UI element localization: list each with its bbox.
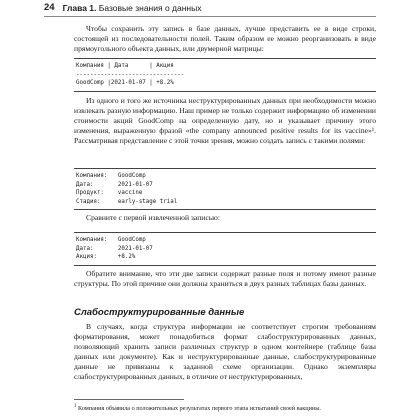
chapter-label: Глава 1. [62,3,97,13]
footnote [74,403,376,413]
paragraph-intro: Чтобы сохранить эту запись в базе данных, лучше представить ее в виде строки, состоящей из последовательности полей. Таким образом ее можно реорганизовать в виде прямоугольного объекта данных, или двумерной матрицы: [74,24,376,54]
page-number: 24 [44,2,55,13]
footnote-text: Компания объявила о положительных результатах первого этапа испытаний своей вакцины. [78,405,321,413]
paragraph-unstructured: Из одного и того же источника неструктурированных данных при необходимости можно извлекать разную информацию. Наш пример не только содержит информацию об изменении стоимости акций GoodComp на определенную дату, но и указывает причину этого изменения, выраженную фразой «the company announced positive results for its vaccine»¹. Рассматривая представление с этой точки зрения, можно создать запись с такими полями: [74,96,376,146]
running-head [63,3,202,13]
paragraph-semistructured: В случаях, когда структура информации не соответствует строгим требованиям форматирования, может понадобиться формат слабоструктурированных данных, позволяющий хранить записи различных структур в одном контейнере (таблице базы данных или документе). Как и неструктурированные данные, слабоструктурированные данные не привязаны к заданной схеме организации. Однако экземпляры слабоструктурированных данных, в отличие от неструктурированных, [74,322,376,382]
paragraph-structures: Обратите внимание, что эти две записи содержат разные поля и потому имеют разные структуры. По этой причине они должны храниться в двух разных таблицах базы данных. [74,269,376,289]
code-block-table: Компания | Дата | Акция ------------------------------- GoodComp |2021-01-07 | +8.2% [74,58,376,92]
section-title: Слабоструктурированные данные [74,307,245,318]
page-header [44,0,376,17]
footnote-mark: 1 [74,404,77,409]
code-block-record-stock: Компания: GoodComp Дата: 2021-01-07 Акция: +8.2% [74,232,376,266]
code-block-record-vaccine: Компания: GoodComp Дата: 2021-01-07 Продукт: vaccine Стадия: early-stage trial [74,168,376,210]
paragraph-compare: Сравните с первой извлеченной записью: [86,213,220,222]
chapter-title: Базовые знания о данных [98,3,202,13]
footnote-divider [74,399,184,400]
